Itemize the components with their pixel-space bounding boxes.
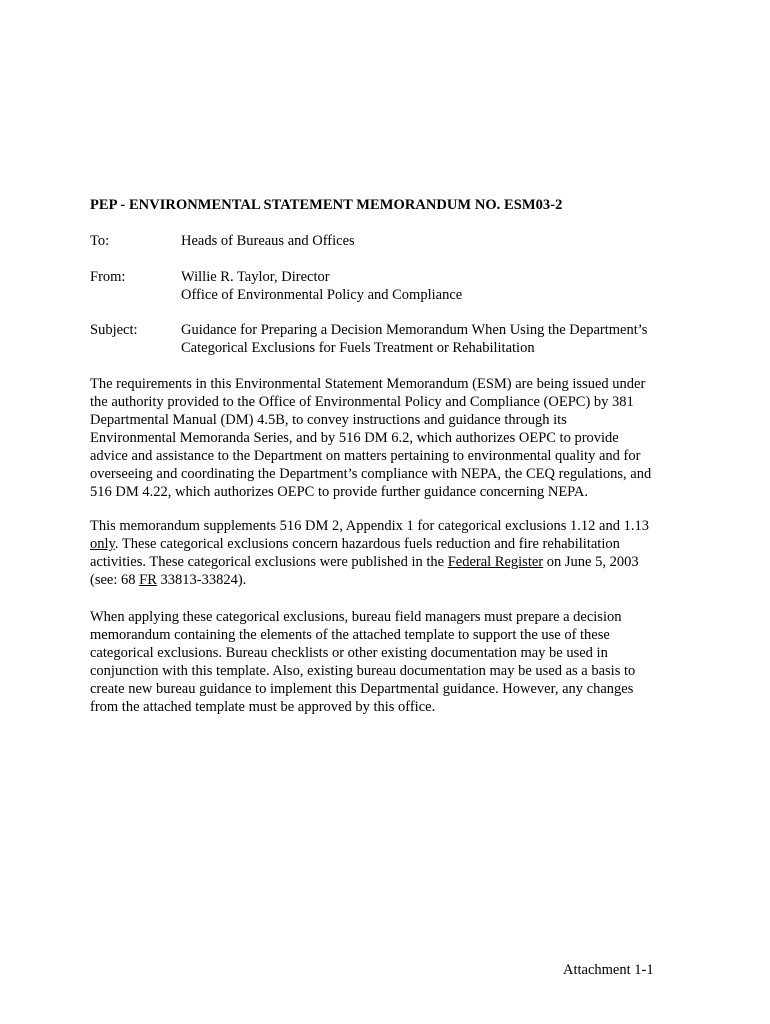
line-text: 33813-33824). (156, 572, 247, 588)
subject-line-1: Guidance for Preparing a Decision Memorandum When Using the Department’s (181, 322, 648, 338)
paragraph-line (90, 553, 680, 571)
paragraph-line: from the attached template must be approved by this office. (90, 699, 436, 715)
paragraph-line (90, 535, 680, 553)
federal-register-citation: Federal Register (447, 554, 544, 570)
paragraph-line: overseeing and coordinating the Department’s compliance with NEPA, the CEQ regulations, and (90, 466, 652, 482)
paragraph-line: create new bureau guidance to implement this Departmental guidance. However, any changes (90, 681, 634, 697)
only-emphasis: only (90, 536, 115, 552)
from-label: From: (90, 269, 126, 285)
line-text: on June 5, 2003 (543, 554, 639, 570)
paragraph-line: Environmental Memoranda Series, and by 516 DM 6.2, which authorizes OEPC to provide (90, 430, 619, 446)
line-text: . These categorical exclusions concern hazardous fuels reduction and fire rehabilitation (114, 536, 620, 552)
paragraph-line: advice and assistance to the Department on matters pertaining to environmental quality and for (90, 448, 641, 464)
from-office: Office of Environmental Policy and Compliance (181, 287, 463, 303)
subject-line-2: Categorical Exclusions for Fuels Treatment or Rehabilitation (181, 340, 535, 356)
paragraph-line: conjunction with this template. Also, existing bureau documentation may be used as a basis to (90, 663, 636, 679)
paragraph-authority (90, 375, 680, 501)
paragraph-line: When applying these categorical exclusions, bureau field managers must prepare a decision (90, 609, 622, 625)
paragraph-line: This memorandum supplements 516 DM 2, Appendix 1 for categorical exclusions 1.12 and 1.13 (90, 518, 649, 534)
paragraph-line: memorandum containing the elements of the attached template to support the use of these (90, 627, 610, 643)
paragraph-line: Departmental Manual (DM) 4.5B, to convey instructions and guidance through its (90, 412, 567, 428)
from-name: Willie R. Taylor, Director (181, 269, 330, 285)
to-label: To: (90, 233, 110, 249)
from-value (181, 268, 462, 304)
subject-value (181, 321, 647, 357)
line-text: activities. These categorical exclusions were published in the (90, 554, 448, 570)
fr-citation: FR (139, 572, 157, 588)
paragraph-line: The requirements in this Environmental Statement Memorandum (ESM) are being issued under (90, 376, 646, 392)
attachment-label: Attachment 1-1 (563, 962, 654, 978)
paragraph-line: categorical exclusions. Bureau checklists or other existing documentation may be used in (90, 645, 608, 661)
to-value: Heads of Bureaus and Offices (181, 233, 355, 249)
paragraph-supplement (90, 517, 680, 589)
paragraph-line: 516 DM 4.22, which authorizes OEPC to provide further guidance concerning NEPA. (90, 484, 589, 500)
memo-title: PEP - ENVIRONMENTAL STATEMENT MEMORANDUM NO. ESM03-2 (90, 197, 563, 213)
line-text: (see: 68 (90, 572, 140, 588)
paragraph-application (90, 608, 680, 716)
paragraph-line (90, 571, 680, 589)
paragraph-line: the authority provided to the Office of Environmental Policy and Compliance (OEPC) by 381 (90, 394, 634, 410)
subject-label: Subject: (90, 322, 138, 338)
